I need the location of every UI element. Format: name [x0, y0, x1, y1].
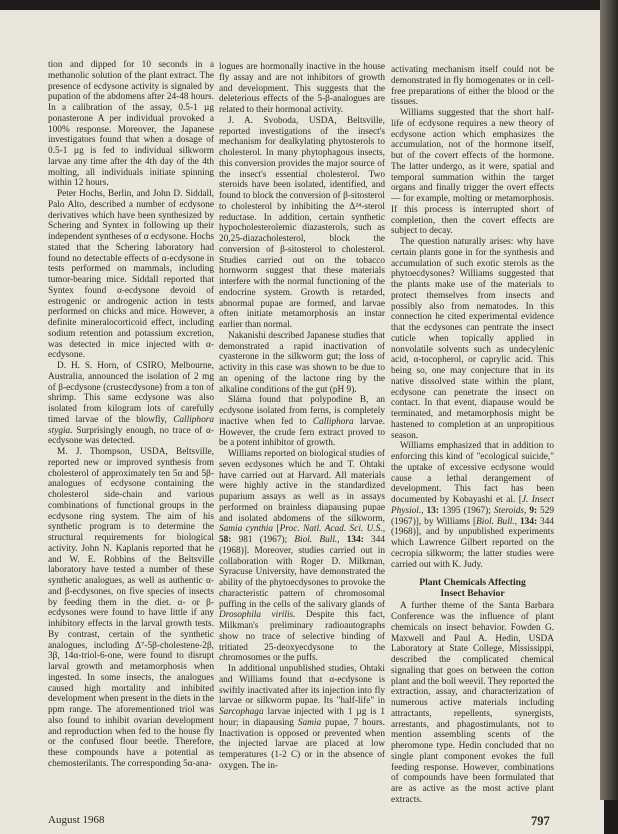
italic-text: J. Insect Physiol.: [391, 495, 554, 516]
text-run: Surprisingly enough, no trace of α-ecdysone was detected.: [48, 425, 214, 447]
text-run: D. H. S. Horn, of CSIRO, Melbourne, Australia, announced the isolation of 2 mg of β-ecdysone (crustecdysone) from a ton of shrimp. This same ecdysone was also isolated from kilogram lots of carefully timed larvae of the blowfly,: [48, 361, 214, 425]
text-run: activating mechanism itself could not be demonstrated in fly homogenates or in cell-free preparations of either the blood or the tissues.: [391, 65, 554, 108]
bold-text: 13:: [426, 505, 439, 516]
column-2: [219, 62, 385, 772]
paragraph: [48, 361, 214, 447]
scan-edge: [600, 0, 618, 800]
text-run: The question naturally arises: why have certain plants gone in for the synthesis and accumulation of such exotic sterols as the phytoecdysones? Williams suggested that the plants make use of the materials to protect themselves from insects and possibly also from nematodes. In this connection he cited experimental evidence that the ecdysones can pentrate the insect cuticle when topically applied in nonvolatile solvents such as undecylenic acid, α-tocopherol, or caprylic acid. This being so, one may conjecture that in its native dissolved state within the plant, ecdysone can penetrate the insect on contact. In that event, diapause would be terminated, and metamorphosis might be hastened to completion at an unpropitious season.: [391, 237, 554, 441]
page-number: 797: [531, 814, 550, 828]
text-run: M. J. Thompson, USDA, Beltsville, reported new or improved synthesis from cholesterol of approximately ten 5α and 5β-analogues of ecdysone containing the cholesterol side-chain and various combinations of functional groups in the ecdysone ring system. The aim of his synthetic program is to determine the structural requirements for biological activity. John N. Kaplanis reported that he and W. E. Robbins of the Beltsville laboratory have tested a number of these synthetic analogues, as well as authentic α- and β-ecdysones, on five species of insects by feeding them in the diet. α- or β-ecdysones were found to have little if any inhibitory effects in the larval growth tests. By contrast, certain of the synthetic analogues, including Δ⁷-5β-cholestene-2β, 3β, 14α-triol-6-one, were found to disrupt larval growth and metamorphosis when ingested. In some insects, the analogues caused high mortality and inhibited development when present in the diets in the ppm range. The aforementioned triol was also found to inhibit ovarian development and reproduction when fed to the house fly or the confused flour beetle. Therefore, these compounds have a potential as chemosterilants. The corresponding 5α-ana-: [48, 447, 215, 769]
text-run: 344 (1968)], and by unpublished experiments which Lawrence Gilbert reported on the cecropia silkworm; the latter studies were carried out with K. Judy.: [391, 516, 554, 570]
paragraph: [219, 331, 385, 396]
bold-text: 134:: [346, 535, 364, 545]
bold-text: 9:: [529, 505, 538, 516]
bold-text: 58:: [219, 535, 232, 545]
paragraph: [48, 189, 214, 361]
italic-text: Drosophila virilis.: [219, 610, 296, 621]
text-run: Sláma found that polypodine B, an ecdysone isolated from ferns, is completely inactive when fed to: [219, 395, 385, 427]
paragraph: [391, 108, 554, 237]
text-run: ,: [421, 505, 427, 516]
text-run: ,: [382, 524, 386, 535]
text-run: Nakanishi described Japanese studies that demonstrated a rapid inactivation of cyasterone in the silkworm gut; the loss of activity in this case was shown to be due to an opening of the lactone ring by the alkaline conditions of the gut (pH 9).: [219, 330, 385, 395]
text-run: 529 (1967)], by Williams [: [391, 505, 554, 527]
text-run: Williams suggested that the short half-life of ecdysone requires a new theory of ecdysone action which emphasizes the accumulation, not of the hormone itself, but of the covert effects of the hormone. The latter undergo, as it were, spatial and temporal summation within the target organs and finally trigger the overt effects — for example, molting or metamorphosis. If this process is interrupted short of completion, then the covert effects are subject to decay.: [391, 108, 554, 237]
text-run: pupae, 7 hours. Inactivation is opposed or prevented when the injected larvae are placed at low temperatures (1-2 C) or in the absence of oxygen. The in-: [219, 717, 385, 771]
issue-date: August 1968: [48, 814, 105, 826]
paragraph: [219, 395, 385, 449]
text-run: In additional unpublished studies, Ohtaki and Williams found that α-ecdysone is swiftly inactivated after its injection into fly larvae or silkworm pupae. Its "half-life" in: [219, 664, 385, 707]
italic-text: Samia cynthia: [219, 524, 274, 535]
italic-text: Steroids: [493, 505, 524, 516]
column-1: [48, 60, 214, 770]
text-run: 981 (1967);: [231, 535, 295, 545]
paragraph: [219, 62, 385, 116]
text-run: 1395 (1967);: [438, 505, 494, 516]
text-run: Williams reported on biological studies of seven ecdysones which he and T. Ohtaki have carried out at Harvard. All materials were highly active in the standardized puparium assays as well as in assays performed on brainless diapausing pupae and isolated abdomens of the silkworm,: [219, 449, 385, 524]
paragraph: [391, 237, 554, 441]
text-run: Williams emphasized that in addition to enforcing this kind of "ecological suicide," the uptake of excessive ecdysone would cause a lethal derangement of development. This fact has been documented by Kobayashi et al. [: [391, 441, 554, 505]
bold-text: 134:: [520, 516, 538, 527]
italic-text: Proc. Natl. Acad. Sci. U.S.: [279, 524, 383, 535]
italic-text: Samia: [297, 717, 322, 728]
paragraph: [219, 664, 385, 772]
paragraph: [391, 441, 554, 570]
paragraph: [391, 601, 554, 805]
text-run: ,: [337, 535, 347, 545]
paragraph: [48, 60, 214, 189]
section-heading-line: Plant Chemicals Affecting: [419, 577, 526, 589]
text-run: Peter Hochs, Berlin, and John D. Siddall, Palo Alto, described a number of ecdysone derivatives which have been synthesized by Schering and Syntex in following up their independent syntheses of α ecdysone. Hochs stated that the Schering laboratory had found no detectable effects of α-ecdysone in tests performed on mammals, including tumor-bearing mice. Siddall reported that Syntex found α-ecdysone devoid of estrogenic or androgenic action in tests performed on chicks and mice. However, a definite mineralocorticoid effect, including sodium retention and potassium excretion, was detected in mice injected with α-ecdysone.: [48, 189, 214, 361]
text-run: logues are hormonally inactive in the house fly assay and are not inhibitors of growth and development. This suggests that the deleterious effects of the 5-β-analogues are related to their hormonal activity.: [219, 62, 385, 115]
section-heading: [391, 577, 554, 599]
italic-text: Calliphora stygia.: [48, 414, 214, 436]
text-run: A further theme of the Santa Barbara Conference was the influence of plant chemicals on insect behavior. Fowden G. Maxwell and Paul A. Hedin, USDA Laboratory at State College, Mississippi, described the complicated chemical signaling that goes on between the cotton plant and the boll weevil. They reported the extraction, assay, and characterization of numerous active materials including attractants, repellents, synergists, arrestants, and phagostimulants, not to mention assembling scents of the pheromone type. Hedin concluded that no single plant component evokes the full feeding response. However, combinations of compounds have been formulated that are as active as the most active plant extracts.: [391, 601, 554, 805]
text-run: Despite this fact, Milkman's preliminary radioautographs show no trace of selective binding of tritiated 25-deoxyecdysone to the chromosomes or the puffs.: [219, 610, 386, 664]
italic-text: Biol. Bull.: [476, 516, 515, 527]
text-run: 344 (1968)]. Moreover, studies carried out in collaboration with Roger D. Milkman, Syracuse University, have demonstrated the ability of the phytoecdysones to provoke the characteristic pattern of chromosomal puffing in the cells of the salivary glands of: [219, 535, 385, 610]
italic-text: Sarcophaga: [219, 707, 264, 717]
text-run: tion and dipped for 10 seconds in a methanolic solution of the plant extract. The presence of ecdysone activity is signaled by pupation of the abdomens after 24-48 hours. In a calibration of the assay, 0.5-1 µg ponasterone A per individual provoked a 100% response. Moreover, the Japanese investigators found that when a dosage of 0.5-1 µg is fed to individual silkworm larvae any time after the 4th day of the 4th molting, all individuals initiate spinning within 12 hours.: [48, 60, 214, 189]
column-3: [391, 65, 554, 806]
text-run: ,: [524, 505, 530, 516]
text-run: larvae. However, the crude fern extract proved to be a potent inhibitor of growth.: [219, 416, 385, 449]
text-run: J. A. Svoboda, USDA, Beltsville, reported investigations of the insect's mechanism for dealkylating phytosterols to cholesterol. In many phytophagous insects, this conversion provides the major source of the insect's essential cholesterol. Two steroids have been isolated, identified, and found to block the conversion of β-sitosterol to cholesterol by inhibiting the Δ²⁴-sterol reductase. In addition, certain synthetic hypocholesterolemic diazasterols, such as 20,25-diazacholesterol, block the conversion of β-sitosterol to cholesterol. Studies carried out on the tobacco hornworm suggest that these materials interfere with the normal functioning of the endocrine system. Growth is retarded, abnormal pupae are formed, and larvae often initiate metamorphosis an instar earlier than normal.: [219, 115, 385, 330]
paragraph: [391, 65, 554, 108]
section-heading-line: Insect Behavior: [440, 588, 505, 600]
italic-text: Calliphora: [312, 416, 354, 427]
paragraph: [48, 447, 214, 770]
text-run: larvae injected with 1 µg is 1 hour; in diapausing: [219, 707, 385, 728]
text-run: [: [273, 524, 280, 535]
italic-text: Biol. Bull.: [294, 535, 338, 545]
text-run: ,: [514, 516, 521, 527]
paragraph: [219, 116, 385, 331]
paragraph: [219, 449, 385, 664]
